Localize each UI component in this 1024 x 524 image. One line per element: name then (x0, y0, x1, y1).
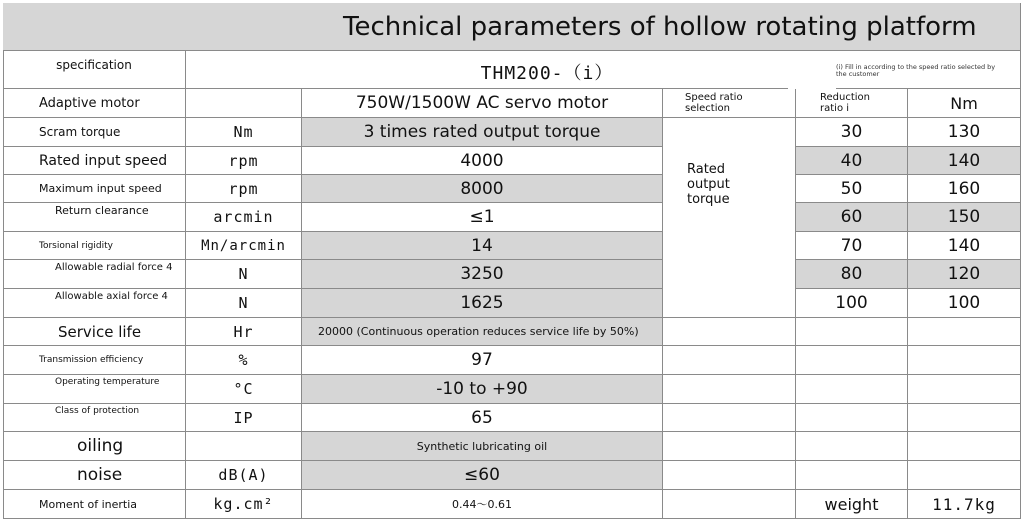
param-value: 14 (302, 232, 663, 260)
param-label: Class of protection (3, 404, 186, 432)
param-unit: dB(A) (186, 461, 302, 490)
empty-cell (796, 432, 908, 461)
reduction-ratio-header: Reduction ratio i (796, 89, 908, 118)
nm-value: 160 (908, 175, 1021, 203)
param-unit: °C (186, 375, 302, 404)
nm-value: 130 (908, 118, 1021, 147)
param-unit: IP (186, 404, 302, 432)
empty-cell (908, 461, 1021, 490)
empty-cell (796, 404, 908, 432)
empty-cell (908, 346, 1021, 375)
empty-cell (908, 375, 1021, 404)
param-value: 3250 (302, 260, 663, 289)
empty-cell (663, 318, 796, 346)
spec-model: THM200-（i） (186, 51, 788, 89)
empty-cell (663, 490, 796, 519)
param-value: 1625 (302, 289, 663, 318)
nm-header: Nm (908, 89, 1021, 118)
nm-value: 140 (908, 147, 1021, 175)
empty-cell (663, 375, 796, 404)
empty-cell (663, 346, 796, 375)
param-label: Service life (3, 318, 186, 346)
weight-label: weight (796, 490, 908, 519)
empty-cell (663, 461, 796, 490)
empty-cell (663, 404, 796, 432)
param-value: 0.44～0.61 (302, 490, 663, 519)
param-unit: kg.cm² (186, 490, 302, 519)
empty-cell (663, 432, 796, 461)
reduction-ratio-value: 70 (796, 232, 908, 260)
param-unit (186, 89, 302, 118)
param-value: Synthetic lubricating oil (302, 432, 663, 461)
param-unit: Hr (186, 318, 302, 346)
param-value: 65 (302, 404, 663, 432)
param-unit: Mn/arcmin (186, 232, 302, 260)
param-unit: arcmin (186, 203, 302, 232)
param-label: Torsional rigidity (3, 232, 186, 260)
speed-ratio-selection-header: Speed ratio selection (663, 89, 796, 118)
param-value: ≤60 (302, 461, 663, 490)
param-value: -10 to +90 (302, 375, 663, 404)
param-value: 97 (302, 346, 663, 375)
param-label: Moment of inertia (3, 490, 186, 519)
reduction-ratio-value: 40 (796, 147, 908, 175)
param-value: 20000 (Continuous operation reduces service life by 50%) (302, 318, 663, 346)
reduction-ratio-value: 80 (796, 260, 908, 289)
param-unit (186, 432, 302, 461)
param-unit: rpm (186, 175, 302, 203)
empty-cell (796, 461, 908, 490)
param-label: noise (3, 461, 186, 490)
param-label: Allowable radial force 4 (3, 260, 186, 289)
param-value: ≤1 (302, 203, 663, 232)
param-label: Scram torque (3, 118, 186, 147)
nm-value: 140 (908, 232, 1021, 260)
param-unit: N (186, 289, 302, 318)
param-label: oiling (3, 432, 186, 461)
nm-value: 150 (908, 203, 1021, 232)
nm-value: 120 (908, 260, 1021, 289)
param-unit: Nm (186, 118, 302, 147)
param-unit: N (186, 260, 302, 289)
reduction-ratio-value: 60 (796, 203, 908, 232)
param-label: Allowable axial force 4 (3, 289, 186, 318)
empty-cell (796, 346, 908, 375)
param-label: Transmission efficiency (3, 346, 186, 375)
param-value: 8000 (302, 175, 663, 203)
spec-note: (i) Fill in according to the speed ratio selected by the customer (836, 51, 1021, 89)
weight-value: 11.7kg (908, 490, 1021, 519)
param-value: 750W/1500W AC servo motor (302, 89, 663, 118)
empty-cell (796, 318, 908, 346)
param-value: 4000 (302, 147, 663, 175)
rated-output-torque-label: Rated output torque (663, 118, 796, 318)
spec-label: specification (3, 51, 186, 89)
reduction-ratio-value: 50 (796, 175, 908, 203)
param-label: Adaptive motor (3, 89, 186, 118)
page-title: Technical parameters of hollow rotating platform (3, 3, 1021, 51)
empty-cell (908, 432, 1021, 461)
nm-value: 100 (908, 289, 1021, 318)
empty-cell (908, 404, 1021, 432)
param-unit: rpm (186, 147, 302, 175)
param-label: Maximum input speed (3, 175, 186, 203)
reduction-ratio-value: 100 (796, 289, 908, 318)
param-label: Return clearance (3, 203, 186, 232)
empty-cell (908, 318, 1021, 346)
param-label: Operating temperature (3, 375, 186, 404)
param-value: 3 times rated output torque (302, 118, 663, 147)
param-unit: % (186, 346, 302, 375)
param-label: Rated input speed (3, 147, 186, 175)
empty-cell (796, 375, 908, 404)
reduction-ratio-value: 30 (796, 118, 908, 147)
